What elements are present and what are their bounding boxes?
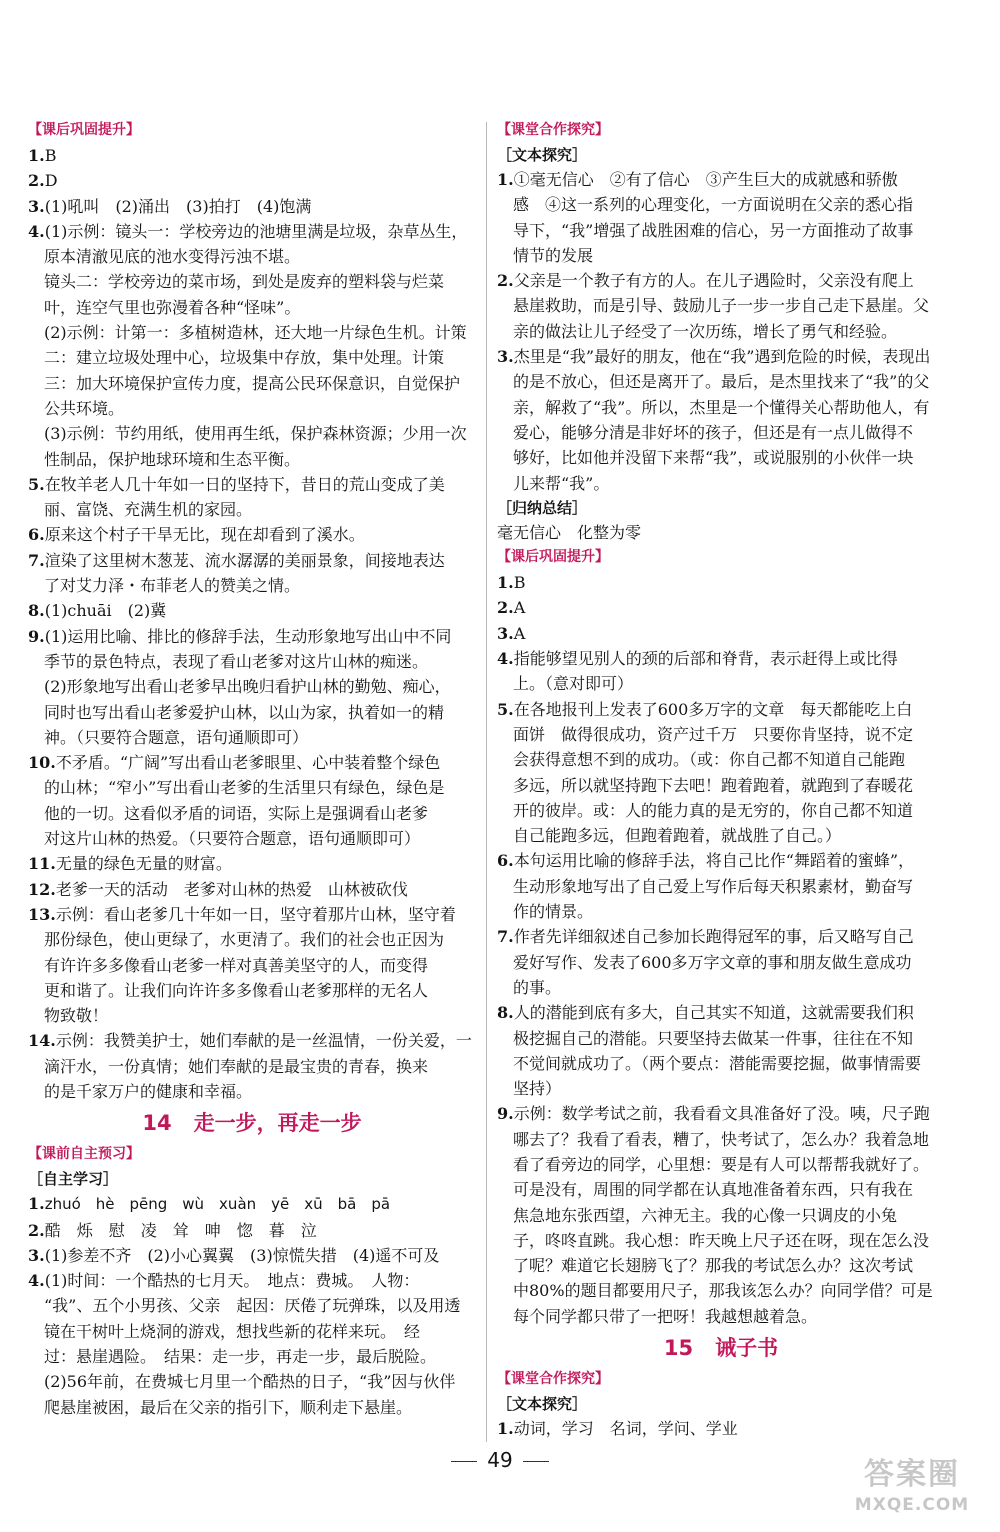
answer-text: 本句运用比喻的修辞手法，将自己比作“舞蹈着的蜜蜂”， [513,851,915,871]
answer-text: (1)吼叫 (2)涌出 (3)拍打 (4)饱满 [44,196,312,216]
column-divider [486,122,487,1442]
answer-text: 指能够望见别人的颈的后部和脊背，表示赶得上或比得 [513,649,898,669]
answer-text: 三：加大环境保护宣传力度，提高公民环保意识，自觉保护 [44,373,461,393]
answer-text: 会获得意想不到的成功。（或：你自己都不知道自己能跑 [513,750,906,770]
answer-line [28,573,476,598]
item-number: 5. [497,699,514,719]
answer-text: 有许许多多像看山老爹一样对真善美坚守的人，而变得 [44,955,429,975]
subsection-text-study-2: ［文本探究］ [497,1395,588,1414]
answer-text: 导下，“我”增强了战胜困难的信心，另一方面推动了故事 [513,220,914,240]
subsection-summary: ［归纳总结］ [497,498,588,517]
answer-text: B [44,146,57,165]
answer-text: 了呢？难道它长翅膀飞了？那我的考试怎么办？这次考试 [513,1256,914,1276]
answer-list-13 [28,143,476,1104]
answer-line [497,621,945,646]
item-number: 13. [28,904,56,924]
footer-dash-left [451,1461,477,1462]
answer-text: (2)56年前，在费城七月里一个酷热的日子，“我”因与伙伴 [44,1372,456,1392]
answer-line [28,1218,476,1243]
answer-text: 中80%的题目都要用尺子，那我该怎么办？向同学借？可是 [513,1281,933,1301]
item-number: 14. [28,1031,56,1051]
summary-text: 毫无信心 化整为零 [497,522,642,542]
answer-text: 的是不放心，但还是离开了。最后，是杰里找来了“我”的父 [513,372,930,392]
answer-line [28,497,476,522]
answer-line [28,801,476,826]
answer-text: “我”、五个小男孩、父亲 起因：厌倦了玩弹珠，以及用透 [44,1296,461,1316]
answer-line [497,1076,945,1101]
answer-line [28,168,476,193]
answer-text: 他的一切。这看似矛盾的词语，实际上是强调看山老爹 [44,803,429,823]
answer-line [497,1000,945,1025]
answer-text: 爱好写作、发表了600多万字文章的事和朋友做生意成功 [513,952,912,972]
answer-line [497,722,945,747]
answer-line [497,420,945,445]
answer-line [28,522,476,547]
answer-line [28,1369,476,1394]
answer-text: 原本清澈见底的池水变得污浊不堪。 [44,247,301,267]
item-number: 10. [28,753,56,773]
answer-text: (1)运用比喻、排比的修辞手法，生动形象地写出山中不同 [44,626,452,646]
answer-text: 物致敬！ [44,1006,109,1026]
page-number: 49 [487,1448,513,1472]
item-number: 3. [497,623,514,643]
item-number: 4. [28,221,45,241]
answer-line [28,1003,476,1028]
answer-line [28,1243,476,1268]
answer-text: 性制品，保护地球环境和生态平衡。 [44,449,301,469]
item-number: 1. [28,146,45,165]
section-label-in-class: 【课堂合作探究】 [497,122,609,138]
section-label-after-class: 【课后巩固提升】 [28,122,140,138]
answer-text: 滴汗水，一份真情；她们奉献的是最宝贵的青春，换来 [44,1056,429,1076]
answer-line [28,1268,476,1293]
lesson-number: 14 [142,1111,172,1136]
item-number: 3. [28,1245,45,1265]
answer-text: 渲染了这里树木葱茏、流水潺潺的美丽景象，间接地表达 [44,550,445,570]
answer-text: 坚持） [513,1079,562,1099]
answer-text: 生动形象地写出了自己爱上写作后每天积累素材，勤奋写 [513,876,914,896]
lesson-title: 走一步，再走一步 [193,1111,362,1136]
item-number: 8. [28,601,45,621]
answer-line [28,624,476,649]
answer-line [28,674,476,699]
answer-text: 公共环境。 [44,398,125,418]
answer-line [28,1054,476,1079]
answer-text: 哪去了？我看了看表，糟了，快考试了，怎么办？我着急地 [513,1129,930,1149]
answer-line [497,950,945,975]
answer-line [28,700,476,725]
answer-text: 示例：我赞美护士，她们奉献的是一丝温情，一份关爱，一 [55,1031,472,1051]
answer-line [497,1228,945,1253]
answer-text: 的事。 [513,977,562,997]
answer-text: 动词，学习 名词，学问、学业 [513,1419,738,1439]
pinyin-line [28,1191,476,1217]
answer-text: 那份绿色，使山更绿了，水更清了。我们的社会也正因为 [44,930,445,950]
answer-line [497,1051,945,1076]
answer-line [28,548,476,573]
answer-text: 叶，连空气里也弥漫着各种“怪味”。 [44,297,301,317]
answer-text: 的是千家万户的健康和幸福。 [44,1081,253,1101]
watermark-title: 答案圈 [864,1457,960,1492]
item-number: 12. [28,879,56,899]
answer-text: 作的情景。 [513,902,594,922]
answer-text: 开的彼岸。或：人的能力真的是无穷的，你自己都不知道 [513,800,914,820]
answer-line [497,1026,945,1051]
answer-text: 爬悬崖被困，最后在父亲的指引下，顺利走下悬崖。 [44,1397,413,1417]
answer-text: 情节的发展 [513,245,594,265]
item-number: 2. [497,271,514,291]
answer-line [497,471,945,496]
subsection-self-study: ［自主学习］ [28,1170,119,1189]
answer-line [497,899,945,924]
item-number: 6. [28,525,45,545]
answer-text: 季节的景色特点，表现了看山老爹对这片山林的痴迷。 [44,651,429,671]
answer-text: (2)形象地写出看山老爹早出晚归看护山林的勤勉、痴心， [44,677,451,697]
item-number: 7. [497,927,514,947]
item-number: 7. [28,550,45,570]
answer-text: 每个同学都只带了一把呀！我越想越着急。 [513,1306,818,1326]
answer-line [497,1304,945,1329]
footer-dash-right [523,1461,549,1462]
answer-text: 作者先详细叙述自己参加长跑得冠军的事，后又略写自己 [513,927,914,947]
answer-line [497,1152,945,1177]
answer-line [28,447,476,472]
answer-text: 了对艾力泽・布菲老人的赞美之情。 [44,576,301,596]
answer-line [497,570,945,595]
answer-line [497,319,945,344]
answer-line [28,775,476,800]
item-number: 8. [497,1003,514,1023]
item-number: 1. [497,1419,514,1439]
answer-text: (2)示例：计第一：多植树造林，还大地一片绿色生机。计策 [44,323,467,343]
answer-text: A [513,598,526,618]
answer-list-14 [28,1218,476,1420]
answer-line [28,1079,476,1104]
watermark-url: MXQE.COM [854,1495,970,1515]
answer-line [497,697,945,722]
answer-text: 二：建立垃圾处理中心，垃圾集中存放，集中处理。计策 [44,348,445,368]
answer-text: 自己能跑多远，但跑着跑着，就战胜了自己。） [513,826,842,846]
answer-line [28,421,476,446]
answer-text: 的山林；“窄小”写出看山老爹的生活里只有绿色，绿色是 [44,778,445,798]
answer-text: 够好，比如他并没留下来帮“我”，或说服别的小伙伴一块 [513,448,914,468]
left-column [28,118,476,1420]
answer-text: ①毫无信心 ②有了信心 ③产生巨大的成就感和骄傲 [513,170,898,189]
answer-line [497,445,945,470]
answer-line [28,649,476,674]
answer-line [28,295,476,320]
answer-text: 同时也写出看山老爹爱护山林，以山为家，执着如一的精 [44,702,445,722]
answer-text: (1)chuāi (2)冀 [44,601,167,621]
answer-text: (1)时间：一个酷热的七月天。 地点：费城。 人物： [44,1271,420,1291]
answer-line [497,395,945,420]
answer-list-after-class [497,570,945,1329]
answer-text: 更和谐了。让我们向许许多多像看山老爹那样的无名人 [44,980,429,1000]
answer-text: 悬崖救助，而是引导、鼓励儿子一步一步自己走下悬崖。父 [513,296,930,316]
answer-line [497,369,945,394]
answer-line [28,1028,476,1053]
answer-line [28,927,476,952]
answer-line [28,371,476,396]
answer-text: (1)参差不齐 (2)小心翼翼 (3)惊慌失措 (4)遥不可及 [44,1245,440,1265]
answer-line [28,953,476,978]
answer-text: 看了看旁边的同学，心里想：要是有人可以帮帮我就好了。 [513,1154,930,1174]
answer-text: 上。（意对即可） [513,674,634,694]
answer-line [497,595,945,620]
answer-line [497,243,945,268]
answer-line [497,192,945,217]
answer-line [28,598,476,623]
answer-line [497,874,945,899]
answer-line [497,218,945,243]
answer-text: 儿来帮“我”。 [513,473,610,493]
answer-line [497,1101,945,1126]
watermark-logo [832,1455,992,1527]
item-number: 9. [28,626,45,646]
item-number: 2. [28,1220,45,1240]
answer-line [28,978,476,1003]
answer-text: 亲，解救了“我”。所以，杰里是一个懂得关心帮助他人，有 [513,397,930,417]
answer-text: (3)示例：节约用纸，使用再生纸，保护森林资源；少用一次 [44,424,467,444]
answer-text: 原来这个村子干旱无比，现在却看到了溪水。 [44,525,365,545]
answer-line [28,1344,476,1369]
answer-line [497,823,945,848]
item-number: 1. [497,170,514,189]
answer-line [28,472,476,497]
answer-text: 过：悬崖遇险。 结果：走一步，再走一步，最后脱险。 [44,1347,437,1367]
answer-line [28,725,476,750]
lesson-title: 诫子书 [715,1336,779,1361]
answer-text: D [44,171,58,191]
answer-line [497,975,945,1000]
item-number: 3. [28,196,45,216]
item-number: 4. [497,649,514,669]
answer-line [497,1127,945,1152]
answer-text: 老爹一天的活动 老爹对山林的热爱 山林被砍伐 [55,879,408,899]
answer-line [497,671,945,696]
answer-line [28,244,476,269]
answer-text: 子，咚咚直跳。我心想：昨天晚上尺子还在呀，现在怎么没 [513,1230,930,1250]
answer-line [28,1319,476,1344]
answer-text: 在牧羊老人几十年如一日的坚持下，昔日的荒山变成了美 [44,474,445,494]
item-number: 2. [497,598,514,618]
section-label-preview: 【课前自主预习】 [28,1146,140,1163]
item-number: 11. [28,854,56,874]
answer-text: 不矛盾。“广阔”写出看山老爹眼里、心中装着整个绿色 [55,753,441,773]
answer-line [28,194,476,219]
answer-text: 无量的绿色无量的财富。 [55,854,232,874]
item-number: 1. [497,573,514,593]
answer-text: 父亲是一个教子有方的人。在儿子遇险时，父亲没有爬上 [513,271,914,291]
item-number: 2. [28,171,45,191]
answer-text: 示例：看山老爹几十年如一日，坚守着那片山林，坚守着 [55,904,456,924]
answer-line [497,293,945,318]
answer-line [497,773,945,798]
answer-line [497,268,945,293]
answer-text: 杰里是“我”最好的朋友，他在“我”遇到危险的时候，表现出 [513,347,931,367]
answer-text: 人的潜能到底有多大，自己其实不知道，这就需要我们积 [513,1003,914,1023]
answer-text: 酷 烁 慰 凌 耸 呻 惚 暮 泣 [44,1220,317,1240]
answer-text: (1)示例：镜头一：学校旁边的池塘里满是垃圾，杂草丛生， [44,221,468,241]
answer-line [28,750,476,775]
answer-text: 亲的做法让儿子经受了一次历练，增长了勇气和经验。 [513,321,898,341]
answer-text: 多远，所以就坚持跑下去吧！跑着跑着，就跑到了春暖花 [513,775,914,795]
answer-line [28,877,476,902]
answer-text: 焦急地东张西望，六神无主。我的心像一只调皮的小兔 [513,1205,898,1225]
answer-line [497,167,945,192]
answer-text: 镜在干树叶上烧洞的游戏，想找些新的花样来玩。 经 [44,1321,421,1341]
answer-text: B [513,573,526,593]
answer-line [497,1177,945,1202]
answer-text: 对这片山林的热爱。（只要符合题意，语句通顺即可） [44,829,421,849]
answer-text: 感 ④这一系列的心理变化，一方面说明在父亲的悉心指 [513,195,914,215]
answer-line [28,851,476,876]
answer-line [28,396,476,421]
answer-line [28,320,476,345]
answer-line [28,143,476,168]
answer-line [28,219,476,244]
lesson-heading-15 [497,1331,945,1365]
answer-list-text-study [497,167,945,496]
answer-text: 可是没有，周围的同学都在认真地准备着东西，只有我在 [513,1180,914,1200]
answer-line [28,1395,476,1420]
lesson-heading-14 [28,1106,476,1140]
answer-text: 面饼 做得很成功，资产过千万 只要你肯坚持，说不定 [513,724,914,744]
lesson-number: 15 [663,1336,694,1361]
item-number: 5. [28,474,45,494]
answer-line [497,848,945,873]
answer-text: 在各地报刊上发表了600多万字的文章 每天都能吃上白 [513,699,913,719]
answer-line [28,345,476,370]
subsection-text-study: ［文本探究］ [497,146,588,164]
pinyin-text: zhuó hè pēng wù xuàn yē xū bā pā [44,1195,391,1214]
answer-text: 爱心，能够分清是非好坏的孩子，但还是有一点儿做得不 [513,422,914,442]
answer-line [497,646,945,671]
answer-text: 示例：数学考试之前，我看看文具准备好了没。咦，尺子跑 [513,1104,930,1124]
answer-line [497,344,945,369]
answer-line [497,747,945,772]
answer-text: A [513,623,526,643]
answer-line [497,1416,945,1441]
item-number: 4. [28,1271,45,1291]
answer-text: 不觉间就成功了。（两个要点：潜能需要挖掘，做事情需要 [513,1053,922,1073]
right-column [497,118,945,1441]
answer-line [28,902,476,927]
answer-line [497,924,945,949]
item-number: 9. [497,1104,514,1124]
answer-text: 丽、富饶、充满生机的家园。 [44,500,253,520]
section-label-after-class-2: 【课后巩固提升】 [497,549,609,566]
answer-line [497,1203,945,1228]
answer-line [28,269,476,294]
answer-text: 镜头二：学校旁边的菜市场，到处是废弃的塑料袋与烂菜 [44,272,445,292]
item-number: 1. [28,1194,45,1214]
item-number: 6. [497,851,514,871]
answer-line [28,826,476,851]
section-label-in-class-2: 【课堂合作探究】 [497,1371,609,1388]
answer-text: 神。（只要符合题意，语句通顺即可） [44,727,309,747]
answer-text: 极挖掘自己的潜能。只要坚持去做某一件事，往往在不知 [513,1028,914,1048]
answer-line [497,1278,945,1303]
item-number: 3. [497,347,514,367]
answer-line [497,798,945,823]
answer-line [497,1253,945,1278]
answer-line [28,1293,476,1318]
